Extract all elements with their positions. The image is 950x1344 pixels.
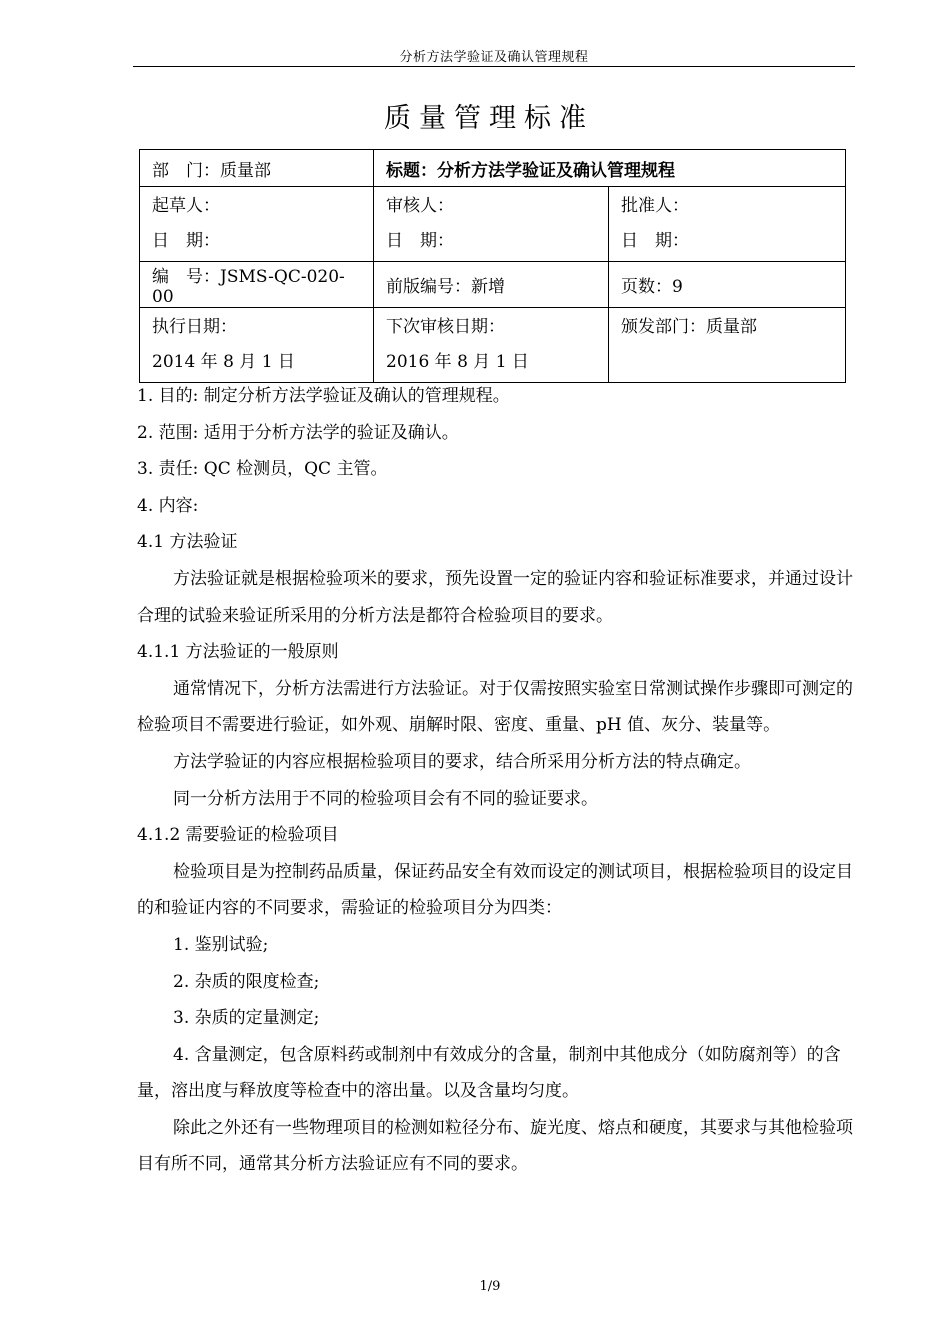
running-header: 分析方法学验证及确认管理规程 [399, 50, 589, 65]
approver-date: 日 期： [621, 231, 689, 251]
effective-date-label: 执行日期： [152, 317, 237, 337]
list-item: 2. 杂质的限度检查; [173, 971, 320, 992]
heading-4-1-2: 4.1.2 需要验证的检验项目 [137, 825, 339, 846]
drafter-label: 起草人： [152, 196, 220, 216]
effective-date-value: 2014 年 8 月 1 日 [152, 352, 295, 372]
section-responsibility: 3. 责任: QC 检测员，QC 主管。 [137, 459, 388, 480]
header-rule [133, 66, 855, 67]
next-review-cell [374, 308, 609, 383]
list-item: 4. 含量测定，包含原料药或制剂中有效成分的含量，制剂中其他成分（如防腐剂等）的含量，溶出度与释放度等检查中的溶出量。以及含量均匀度。 [137, 1044, 841, 1102]
paragraph: 通常情况下，分析方法需进行方法验证。对于仅需按照实验室日常测试操作步骤即可测定的检验项目不需要进行验证，如外观、崩解时限、密度、重量、pH 值、灰分、装量等。 [137, 678, 853, 736]
effective-date-cell [140, 308, 374, 383]
document-title: 质量管理标准 [384, 103, 594, 134]
pages-cell: 页数：9 [609, 262, 846, 308]
drafter-cell [140, 187, 374, 262]
list-item: 3. 杂质的定量测定; [173, 1008, 320, 1029]
next-review-label: 下次审核日期： [386, 317, 505, 337]
heading-4-1: 4.1 方法验证 [137, 532, 238, 553]
page-number: 1/9 [479, 1279, 501, 1294]
section-purpose: 1. 目的: 制定分析方法学验证及确认的管理规程。 [137, 386, 510, 406]
section-content-heading: 4. 内容: [137, 495, 199, 516]
document-body [137, 378, 857, 1183]
reviewer-cell [374, 187, 609, 262]
paragraph: 方法验证就是根据检验项米的要求，预先设置一定的验证内容和验证标准要求，并通过设计合理的试验来验证所采用的分析方法是都符合检验项目的要求。 [137, 568, 853, 626]
drafter-date: 日 期： [152, 231, 220, 251]
table-row [140, 150, 846, 187]
title-cell: 标题：分析方法学验证及确认管理规程 [374, 150, 846, 187]
reviewer-date: 日 期： [386, 231, 454, 251]
list-item: 1. 鉴别试验; [173, 934, 269, 955]
section-scope: 2. 范围: 适用于分析方法学的验证及确认。 [137, 422, 459, 443]
table-row [140, 308, 846, 383]
number-cell: 编 号：JSMS-QC-020-00 [140, 262, 374, 308]
heading-4-1-1: 4.1.1 方法验证的一般原则 [137, 642, 339, 663]
department-cell: 部 门：质量部 [140, 150, 374, 187]
table-row [140, 187, 846, 262]
reviewer-label: 审核人： [386, 196, 454, 216]
approver-cell [609, 187, 846, 262]
next-review-date: 2016 年 8 月 1 日 [386, 352, 529, 372]
issuing-department-cell: 颁发部门：质量部 [609, 308, 846, 383]
paragraph: 检验项目是为控制药品质量，保证药品安全有效而设定的测试项目，根据检验项目的设定目的和验证内容的不同要求，需验证的检验项目分为四类： [137, 861, 853, 919]
previous-number-cell: 前版编号：新增 [374, 262, 609, 308]
table-row [140, 262, 846, 308]
paragraph: 除此之外还有一些物理项目的检测如粒径分布、旋光度、熔点和硬度，其要求与其他检验项目有所不同，通常其分析方法验证应有不同的要求。 [137, 1117, 853, 1175]
paragraph: 方法学验证的内容应根据检验项目的要求，结合所采用分析方法的特点确定。 [173, 751, 751, 772]
paragraph: 同一分析方法用于不同的检验项目会有不同的验证要求。 [173, 788, 598, 809]
document-info-table [139, 149, 846, 383]
approver-label: 批准人： [621, 196, 689, 216]
